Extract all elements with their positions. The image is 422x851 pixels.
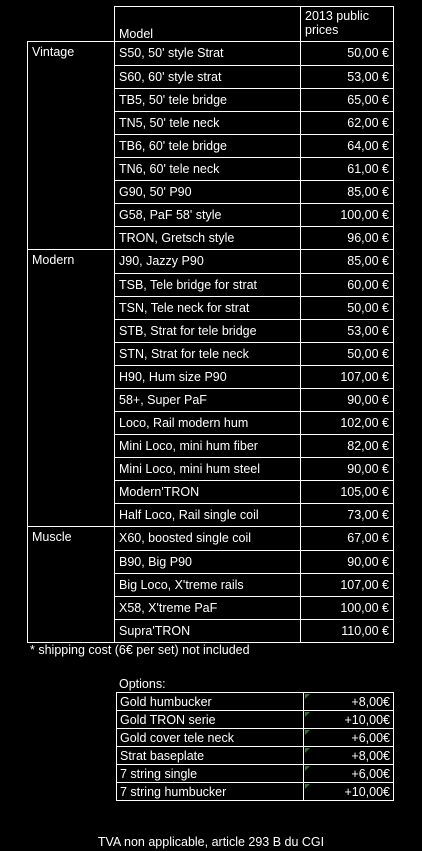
category-cell — [28, 480, 115, 503]
option-row — [117, 747, 394, 765]
model-cell: STB, Strat for tele bridge — [115, 319, 301, 342]
footer-note: TVA non applicable, article 293 B du CGI — [97, 835, 325, 849]
category-cell — [28, 411, 115, 434]
model-cell: S50, 50' style Strat — [115, 42, 301, 66]
table-row — [28, 503, 394, 527]
model-cell: J90, Jazzy P90 — [115, 250, 301, 274]
table-row — [28, 596, 394, 619]
table-row — [28, 226, 394, 250]
category-cell — [28, 111, 115, 134]
table-row — [28, 65, 394, 88]
price-cell: 82,00 € — [301, 434, 394, 457]
price-cell: 90,00 € — [301, 550, 394, 573]
price-cell: 53,00 € — [301, 319, 394, 342]
price-cell: 107,00 € — [301, 365, 394, 388]
option-price: +10,00€ — [304, 783, 394, 801]
category-cell — [28, 342, 115, 365]
model-cell: TN6, 60' tele neck — [115, 157, 301, 180]
model-cell: TRON, Gretsch style — [115, 226, 301, 250]
model-cell: TN5, 50' tele neck — [115, 111, 301, 134]
price-cell: 100,00 € — [301, 203, 394, 226]
table-row — [28, 411, 394, 434]
category-cell — [28, 296, 115, 319]
category-cell — [28, 319, 115, 342]
price-cell: 73,00 € — [301, 503, 394, 527]
category-cell — [28, 88, 115, 111]
option-price: +8,00€ — [304, 693, 394, 711]
price-cell: 85,00 € — [301, 250, 394, 274]
table-row — [28, 88, 394, 111]
table-row — [28, 134, 394, 157]
model-cell: TSN, Tele neck for strat — [115, 296, 301, 319]
table-row — [28, 619, 394, 643]
price-cell: 110,00 € — [301, 619, 394, 643]
price-cell: 96,00 € — [301, 226, 394, 250]
model-cell: STN, Strat for tele neck — [115, 342, 301, 365]
option-price: +8,00€ — [304, 747, 394, 765]
option-name: Gold cover tele neck — [117, 729, 304, 747]
price-cell: 50,00 € — [301, 42, 394, 66]
price-cell: 90,00 € — [301, 457, 394, 480]
price-cell: 107,00 € — [301, 573, 394, 596]
model-cell: TSB, Tele bridge for strat — [115, 273, 301, 296]
option-name: Gold humbucker — [117, 693, 304, 711]
option-price: +6,00€ — [304, 765, 394, 783]
table-row — [28, 180, 394, 203]
category-cell — [28, 273, 115, 296]
model-cell: X58, X'treme PaF — [115, 596, 301, 619]
category-cell — [28, 457, 115, 480]
category-cell — [28, 203, 115, 226]
model-cell: Supra'TRON — [115, 619, 301, 643]
header-blank-cell — [28, 7, 115, 42]
price-cell: 62,00 € — [301, 111, 394, 134]
model-cell: TB5, 50' tele bridge — [115, 88, 301, 111]
model-cell: H90, Hum size P90 — [115, 365, 301, 388]
table-row — [28, 434, 394, 457]
category-cell — [28, 573, 115, 596]
price-cell: 105,00 € — [301, 480, 394, 503]
table-row — [28, 527, 394, 551]
category-cell: Muscle — [28, 527, 115, 551]
category-cell — [28, 157, 115, 180]
model-cell: Loco, Rail modern hum — [115, 411, 301, 434]
option-row — [117, 711, 394, 729]
option-name: Strat baseplate — [117, 747, 304, 765]
table-row — [28, 573, 394, 596]
option-price: +6,00€ — [304, 729, 394, 747]
price-cell: 61,00 € — [301, 157, 394, 180]
category-cell: Vintage — [28, 42, 115, 66]
category-cell — [28, 134, 115, 157]
model-cell: 58+, Super PaF — [115, 388, 301, 411]
model-cell: Big Loco, X'treme rails — [115, 573, 301, 596]
price-table — [27, 6, 394, 643]
table-row — [28, 42, 394, 66]
price-cell: 50,00 € — [301, 296, 394, 319]
category-cell — [28, 619, 115, 643]
option-name: Gold TRON serie — [117, 711, 304, 729]
table-row — [28, 550, 394, 573]
model-cell: Half Loco, Rail single coil — [115, 503, 301, 527]
table-row — [28, 157, 394, 180]
table-row — [28, 365, 394, 388]
price-cell: 85,00 € — [301, 180, 394, 203]
table-row — [28, 111, 394, 134]
model-cell: TB6, 60' tele bridge — [115, 134, 301, 157]
option-row — [117, 729, 394, 747]
table-row — [28, 457, 394, 480]
price-cell: 90,00 € — [301, 388, 394, 411]
price-cell: 100,00 € — [301, 596, 394, 619]
option-price: +10,00€ — [304, 711, 394, 729]
category-cell — [28, 65, 115, 88]
option-row — [117, 783, 394, 801]
model-cell: Mini Loco, mini hum steel — [115, 457, 301, 480]
table-row — [28, 388, 394, 411]
price-cell: 53,00 € — [301, 65, 394, 88]
category-cell — [28, 434, 115, 457]
model-cell: B90, Big P90 — [115, 550, 301, 573]
options-title: Options: — [119, 677, 166, 691]
model-cell: X60, boosted single coil — [115, 527, 301, 551]
category-cell: Modern — [28, 250, 115, 274]
header-model: Model — [115, 7, 301, 42]
table-row — [28, 319, 394, 342]
category-cell — [28, 180, 115, 203]
shipping-note: * shipping cost (6€ per set) not included — [30, 643, 250, 657]
category-cell — [28, 550, 115, 573]
option-row — [117, 765, 394, 783]
option-name: 7 string humbucker — [117, 783, 304, 801]
table-row — [28, 480, 394, 503]
table-header-row — [28, 7, 394, 42]
category-cell — [28, 596, 115, 619]
category-cell — [28, 365, 115, 388]
table-row — [28, 342, 394, 365]
category-cell — [28, 503, 115, 527]
table-row — [28, 203, 394, 226]
category-cell — [28, 388, 115, 411]
price-cell: 60,00 € — [301, 273, 394, 296]
price-cell: 67,00 € — [301, 527, 394, 551]
table-row — [28, 250, 394, 274]
price-cell: 50,00 € — [301, 342, 394, 365]
model-cell: S60, 60' style strat — [115, 65, 301, 88]
model-cell: Mini Loco, mini hum fiber — [115, 434, 301, 457]
price-cell: 64,00 € — [301, 134, 394, 157]
model-cell: G90, 50' P90 — [115, 180, 301, 203]
option-row — [117, 693, 394, 711]
options-table — [116, 692, 394, 801]
table-row — [28, 273, 394, 296]
price-cell: 65,00 € — [301, 88, 394, 111]
price-cell: 102,00 € — [301, 411, 394, 434]
category-cell — [28, 226, 115, 250]
header-prices: 2013 public prices — [301, 7, 394, 42]
option-name: 7 string single — [117, 765, 304, 783]
table-row — [28, 296, 394, 319]
model-cell: G58, PaF 58' style — [115, 203, 301, 226]
model-cell: Modern'TRON — [115, 480, 301, 503]
